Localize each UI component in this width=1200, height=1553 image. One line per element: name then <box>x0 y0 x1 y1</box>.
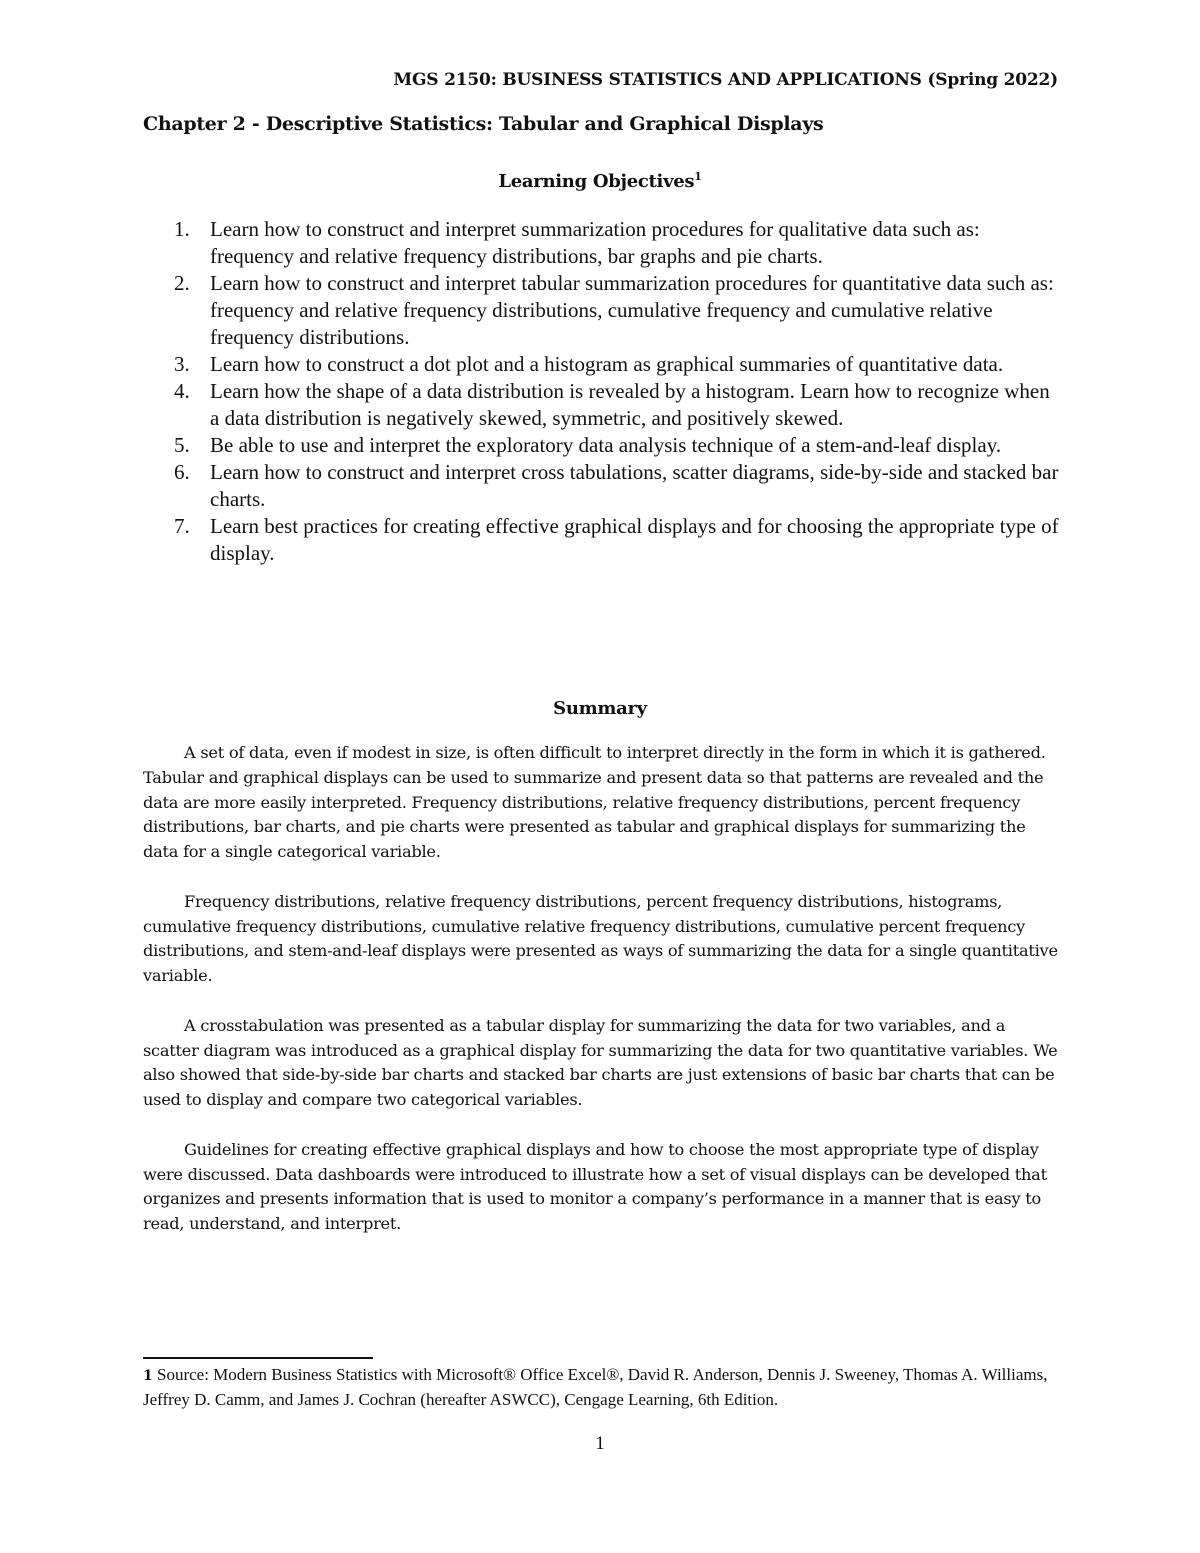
learning-objectives-list <box>143 216 1061 567</box>
objective-text: Learn how the shape of a data distribution is revealed by a histogram. Learn how to recognize when a data distribution is negatively skewed, symmetric, and positively skewed. <box>210 379 1050 430</box>
objective-text: Learn how to construct and interpret tabular summarization procedures for quantitative data such as: frequency and relative frequency distributions, cumulative frequency and cumulative relative frequency distributions. <box>210 271 1054 349</box>
objective-text: Learn best practices for creating effective graphical displays and for choosing the appropriate type of display. <box>210 514 1059 565</box>
objective-number: 4. <box>174 379 190 403</box>
objective-number: 5. <box>174 433 190 457</box>
objective-item <box>143 378 1061 432</box>
summary-paragraph: Frequency distributions, relative frequency distributions, percent frequency distributions, histograms, cumulative frequency distributions, cumulative relative frequency distributions, cumulative percent frequency distributions, and stem-and-leaf displays were presented as ways of summarizing the data for a single quantitative variable. <box>143 891 1058 986</box>
objective-number: 6. <box>174 460 190 484</box>
summary-body <box>143 741 1065 1262</box>
summary-heading: Summary <box>553 698 647 719</box>
objective-item <box>143 216 1061 270</box>
objective-text: Learn how to construct and interpret cross tabulations, scatter diagrams, side-by-side and stacked bar charts. <box>210 460 1059 511</box>
footnote-separator <box>143 1357 373 1359</box>
objective-number: 3. <box>174 352 190 376</box>
objective-item <box>143 459 1061 513</box>
footnote-reference: 1 <box>694 170 702 183</box>
objective-text: Be able to use and interpret the exploratory data analysis technique of a stem-and-leaf display. <box>210 433 1002 457</box>
course-header: MGS 2150: BUSINESS STATISTICS AND APPLICATIONS (Spring 2022) <box>393 70 1058 90</box>
summary-paragraph: A set of data, even if modest in size, is often difficult to interpret directly in the form in which it is gathered. Tabular and graphical displays can be used to summarize and present data so that patterns are revealed and the data are more easily interpreted. Frequency distributions, relative frequency distributions, percent frequency distributions, bar charts, and pie charts were presented as tabular and graphical displays for summarizing the data for a single categorical variable. <box>143 743 1046 862</box>
objective-text: Learn how to construct and interpret summarization procedures for qualitative data such as: frequency and relative frequency distributions, bar graphs and pie charts. <box>210 217 980 268</box>
footnote <box>143 1363 1073 1412</box>
page-number: 1 <box>595 1433 605 1454</box>
footnote-mark: 1 <box>143 1368 153 1384</box>
learning-objectives-heading-text: Learning Objectives <box>498 171 695 192</box>
learning-objectives-heading <box>0 171 1200 192</box>
objective-number: 2. <box>174 271 190 295</box>
objective-text: Learn how to construct a dot plot and a histogram as graphical summaries of quantitative data. <box>210 352 1004 376</box>
summary-paragraph: A crosstabulation was presented as a tabular display for summarizing the data for two variables, and a scatter diagram was introduced as a graphical display for summarizing the data for two quantitative variables. We also showed that side-by-side bar charts and stacked bar charts are just extensions of basic bar charts that can be used to display and compare two categorical variables. <box>143 1015 1058 1110</box>
objective-number: 7. <box>174 514 190 538</box>
objective-number: 1. <box>174 217 190 241</box>
summary-paragraph: Guidelines for creating effective graphical displays and how to choose the most appropriate type of display were discussed. Data dashboards were introduced to illustrate how a set of visual displays can be developed that organizes and presents information that is used to monitor a company’s performance in a manner that is easy to read, understand, and interpret. <box>143 1139 1047 1234</box>
objective-item <box>143 270 1061 351</box>
objective-item <box>143 513 1061 567</box>
objective-item <box>143 432 1061 459</box>
objective-item <box>143 351 1061 378</box>
chapter-title: Chapter 2 - Descriptive Statistics: Tabular and Graphical Displays <box>143 113 824 135</box>
footnote-text: Source: Modern Business Statistics with Microsoft® Office Excel®, David R. Anderson, Dennis J. Sweeney, Thomas A. Williams, Jeffrey D. Camm, and James J. Cochran (hereafter ASWCC), Cengage Learning, 6th Edition. <box>143 1365 1048 1409</box>
